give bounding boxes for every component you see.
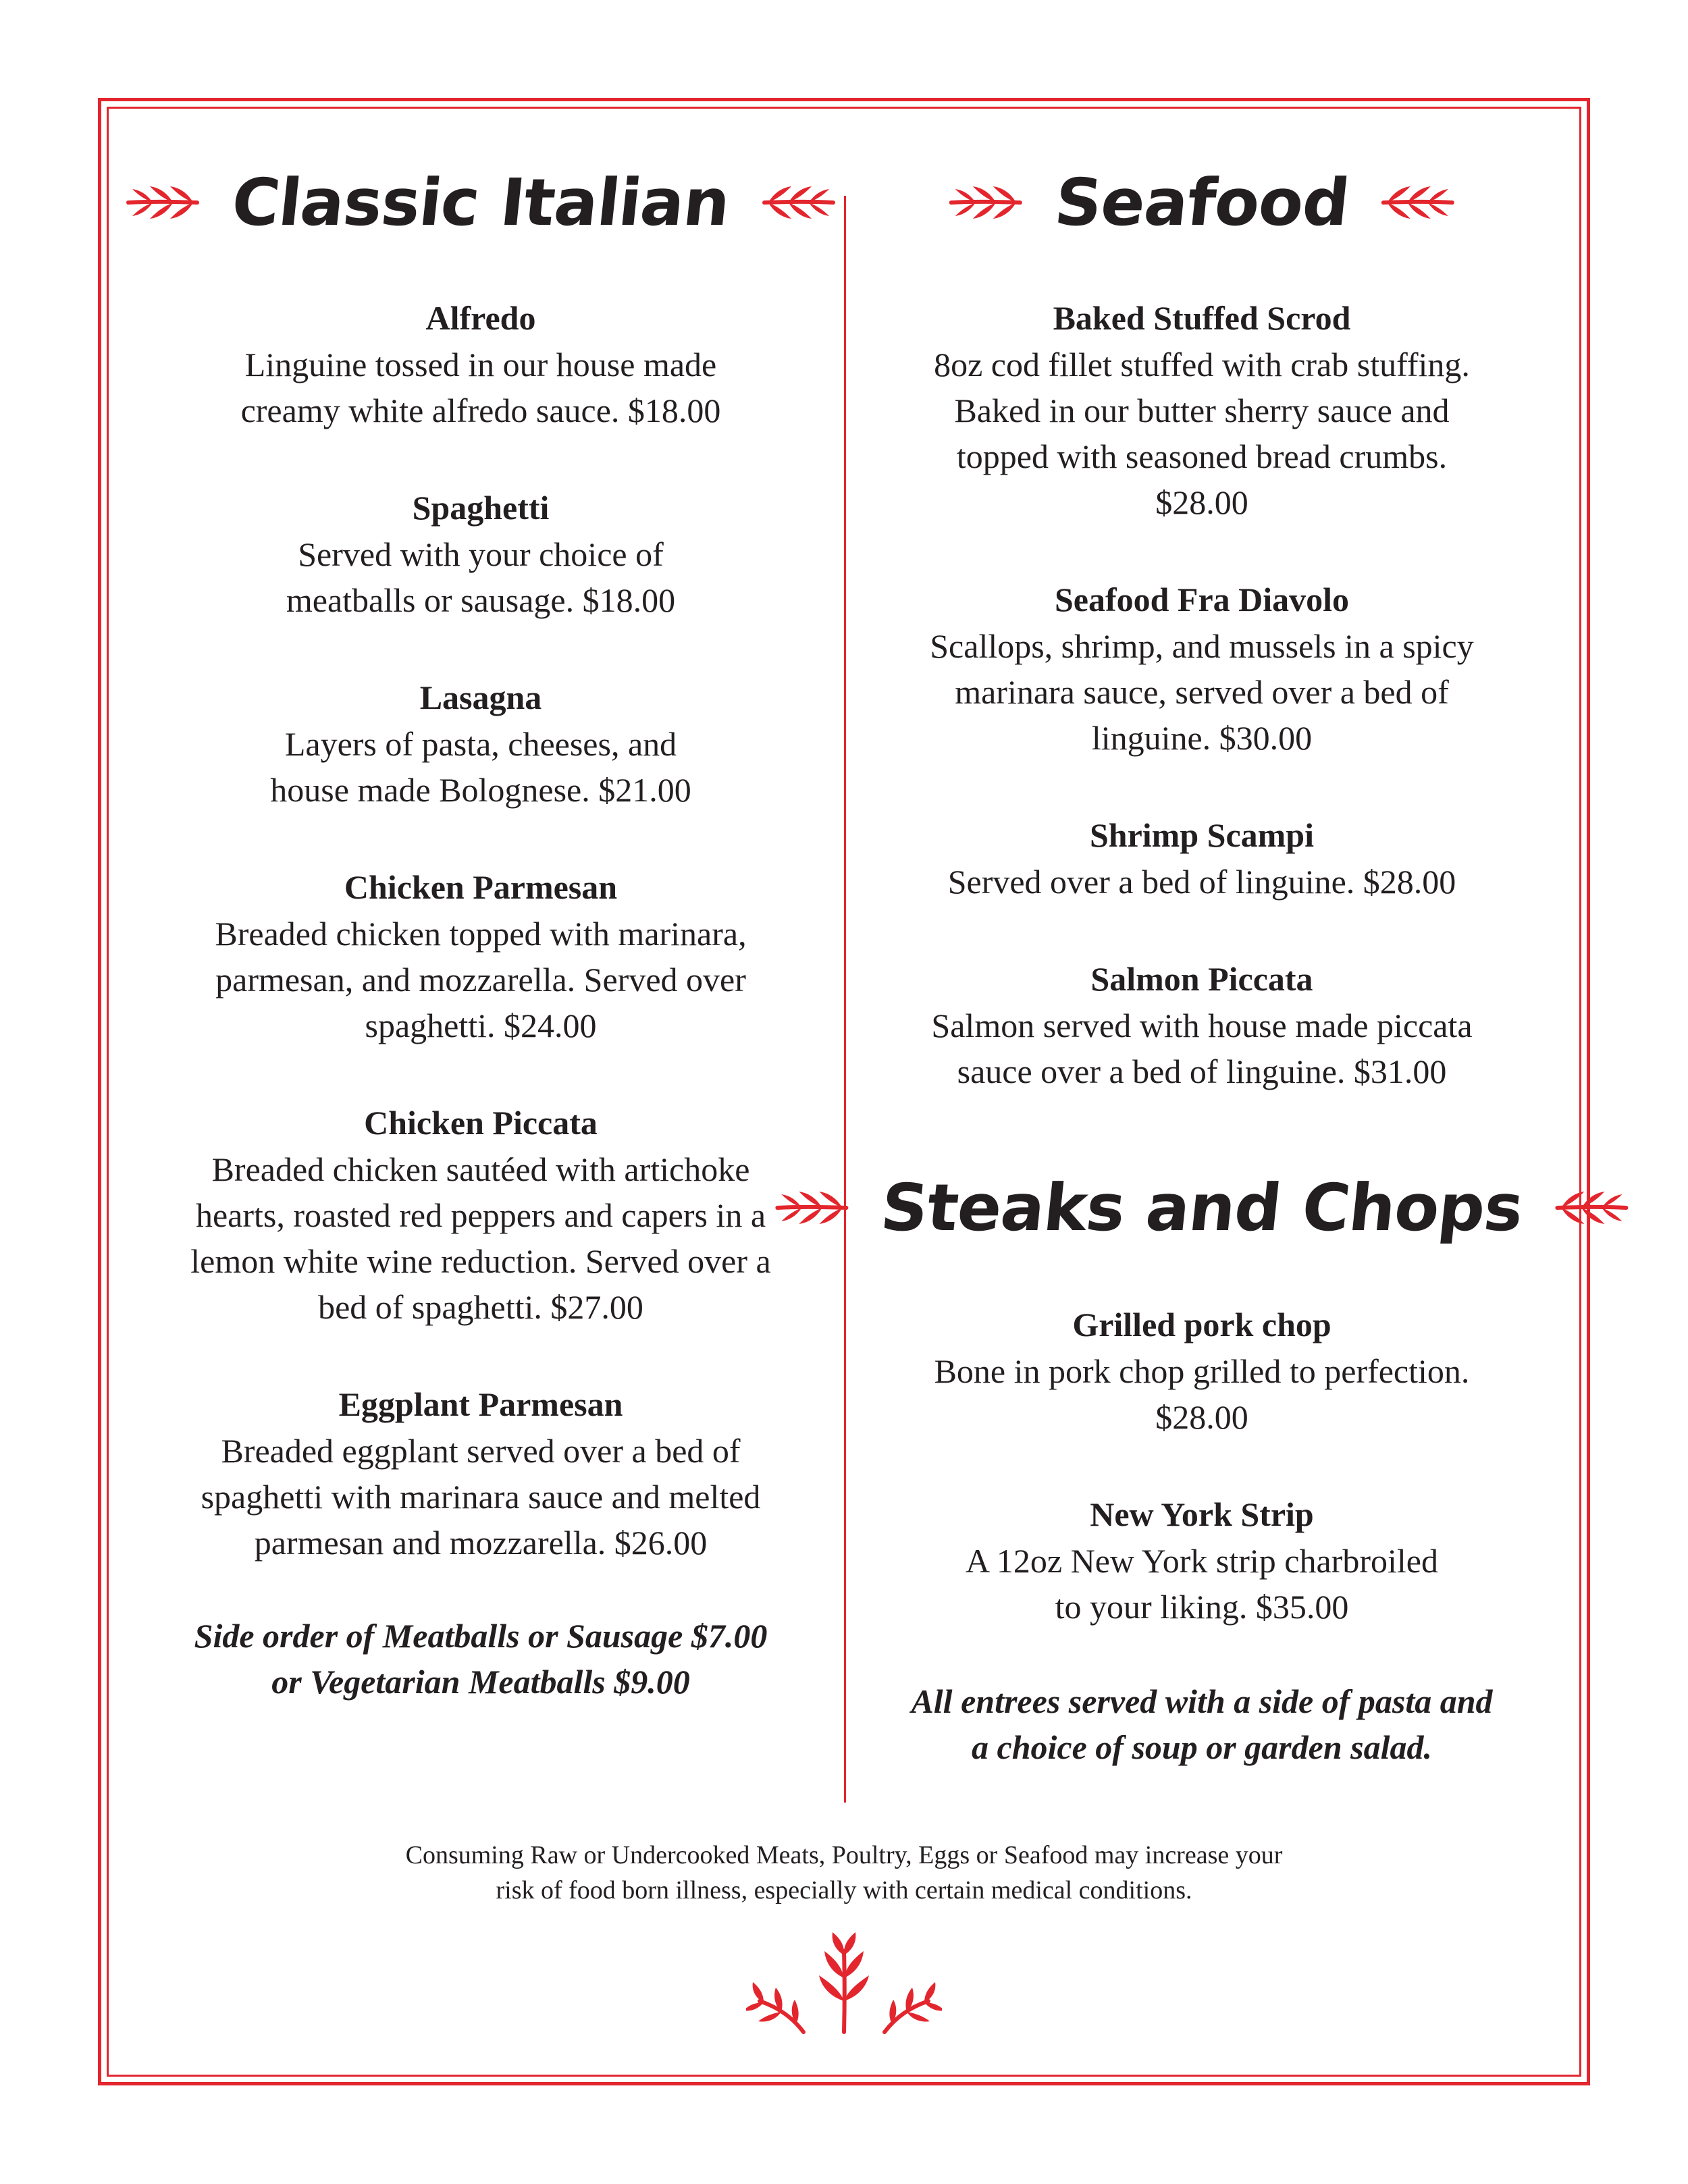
- food-safety-disclaimer: Consuming Raw or Undercooked Meats, Poultry, Eggs or Seafood may increase your risk of food born illness, especially with certain medical conditions.: [405, 1841, 1283, 1905]
- item-name: New York Strip: [1090, 1495, 1314, 1533]
- classic-italian-title: Classic Italian: [228, 165, 733, 240]
- menu-item-shrimp-scampi: [864, 811, 1539, 905]
- menu-item-alfredo: [143, 294, 818, 433]
- classic-italian-list: [143, 294, 818, 1705]
- item-name: Alfredo: [425, 299, 536, 337]
- seafood-list: [864, 294, 1539, 1094]
- entrees-note: All entrees served with a side of pasta and a choice of soup or garden salad.: [911, 1682, 1493, 1766]
- menu-item-new-york-strip: [864, 1491, 1539, 1630]
- leaf-sprig-icon: [774, 1188, 849, 1228]
- menu-item-spaghetti: [143, 484, 818, 623]
- item-name: Shrimp Scampi: [1089, 816, 1314, 854]
- item-name: Spaghetti: [412, 489, 550, 527]
- steaks-and-chops-list: [864, 1301, 1539, 1770]
- menu-item-baked-stuffed-scrod: [864, 294, 1539, 525]
- leaf-sprig-icon: [1381, 182, 1455, 223]
- item-description: Breaded eggplant served over a bed of spaghetti with marinara sauce and melted parmesan and mozzarella. $26.00: [201, 1432, 761, 1562]
- item-name: Chicken Piccata: [364, 1104, 598, 1142]
- menu-item-lasagna: [143, 674, 818, 813]
- menu-item-salmon-piccata: [864, 955, 1539, 1094]
- item-description: Bone in pork chop grilled to perfection. $28.00: [934, 1352, 1470, 1436]
- item-name: Baked Stuffed Scrod: [1053, 299, 1351, 337]
- item-description: Salmon served with house made piccata sauce over a bed of linguine. $31.00: [931, 1007, 1473, 1090]
- item-description: Layers of pasta, cheeses, and house made Bolognese. $21.00: [270, 725, 691, 809]
- side-order-note: Side order of Meatballs or Sausage $7.00 or Vegetarian Meatballs $9.00: [194, 1617, 768, 1701]
- item-name: Salmon Piccata: [1090, 960, 1313, 998]
- item-description: Scallops, shrimp, and mussels in a spicy marinara sauce, served over a bed of linguine. $30.00: [930, 627, 1474, 757]
- steaks-and-chops-title: Steaks and Chops: [877, 1170, 1527, 1246]
- menu-item-grilled-pork-chop: [864, 1301, 1539, 1440]
- item-description: Served with your choice of meatballs or sausage. $18.00: [286, 535, 676, 619]
- menu-item-chicken-piccata: [143, 1099, 818, 1330]
- item-description: Linguine tossed in our house made creamy white alfredo sauce. $18.00: [240, 346, 721, 429]
- menu-item-chicken-parmesan: [143, 863, 818, 1048]
- classic-italian-heading: [126, 165, 836, 240]
- leaf-sprig-icon: [126, 182, 200, 223]
- item-description: A 12oz New York strip charbroiled to your liking. $35.00: [966, 1542, 1438, 1626]
- item-name: Seafood Fra Diavolo: [1054, 581, 1350, 618]
- item-name: Lasagna: [419, 678, 542, 716]
- seafood-title: Seafood: [1051, 165, 1353, 240]
- seafood-heading: [949, 165, 1455, 240]
- steaks-and-chops-heading: [774, 1170, 1629, 1246]
- item-name: Eggplant Parmesan: [338, 1385, 623, 1423]
- menu-item-seafood-fra-diavolo: [864, 576, 1539, 761]
- item-description: 8oz cod fillet stuffed with crab stuffing. Baked in our butter sherry sauce and topped with seasoned bread crumbs. $28.00: [934, 346, 1470, 521]
- leaf-sprig-icon: [1555, 1188, 1629, 1228]
- item-description: Breaded chicken sautéed with artichoke hearts, roasted red peppers and capers in a lemon white wine reduction. Served over a bed of spaghetti. $27.00: [190, 1150, 771, 1326]
- column-divider: [844, 196, 846, 1803]
- item-description: Breaded chicken topped with marinara, parmesan, and mozzarella. Served over spaghetti. $24.00: [215, 915, 747, 1044]
- leaf-cluster-icon: [746, 1931, 942, 2039]
- leaf-sprig-icon: [762, 182, 836, 223]
- item-name: Grilled pork chop: [1072, 1306, 1331, 1343]
- menu-item-eggplant-parmesan: [143, 1381, 818, 1566]
- item-name: Chicken Parmesan: [344, 868, 618, 906]
- leaf-sprig-icon: [949, 182, 1023, 223]
- item-description: Served over a bed of linguine. $28.00: [947, 863, 1456, 901]
